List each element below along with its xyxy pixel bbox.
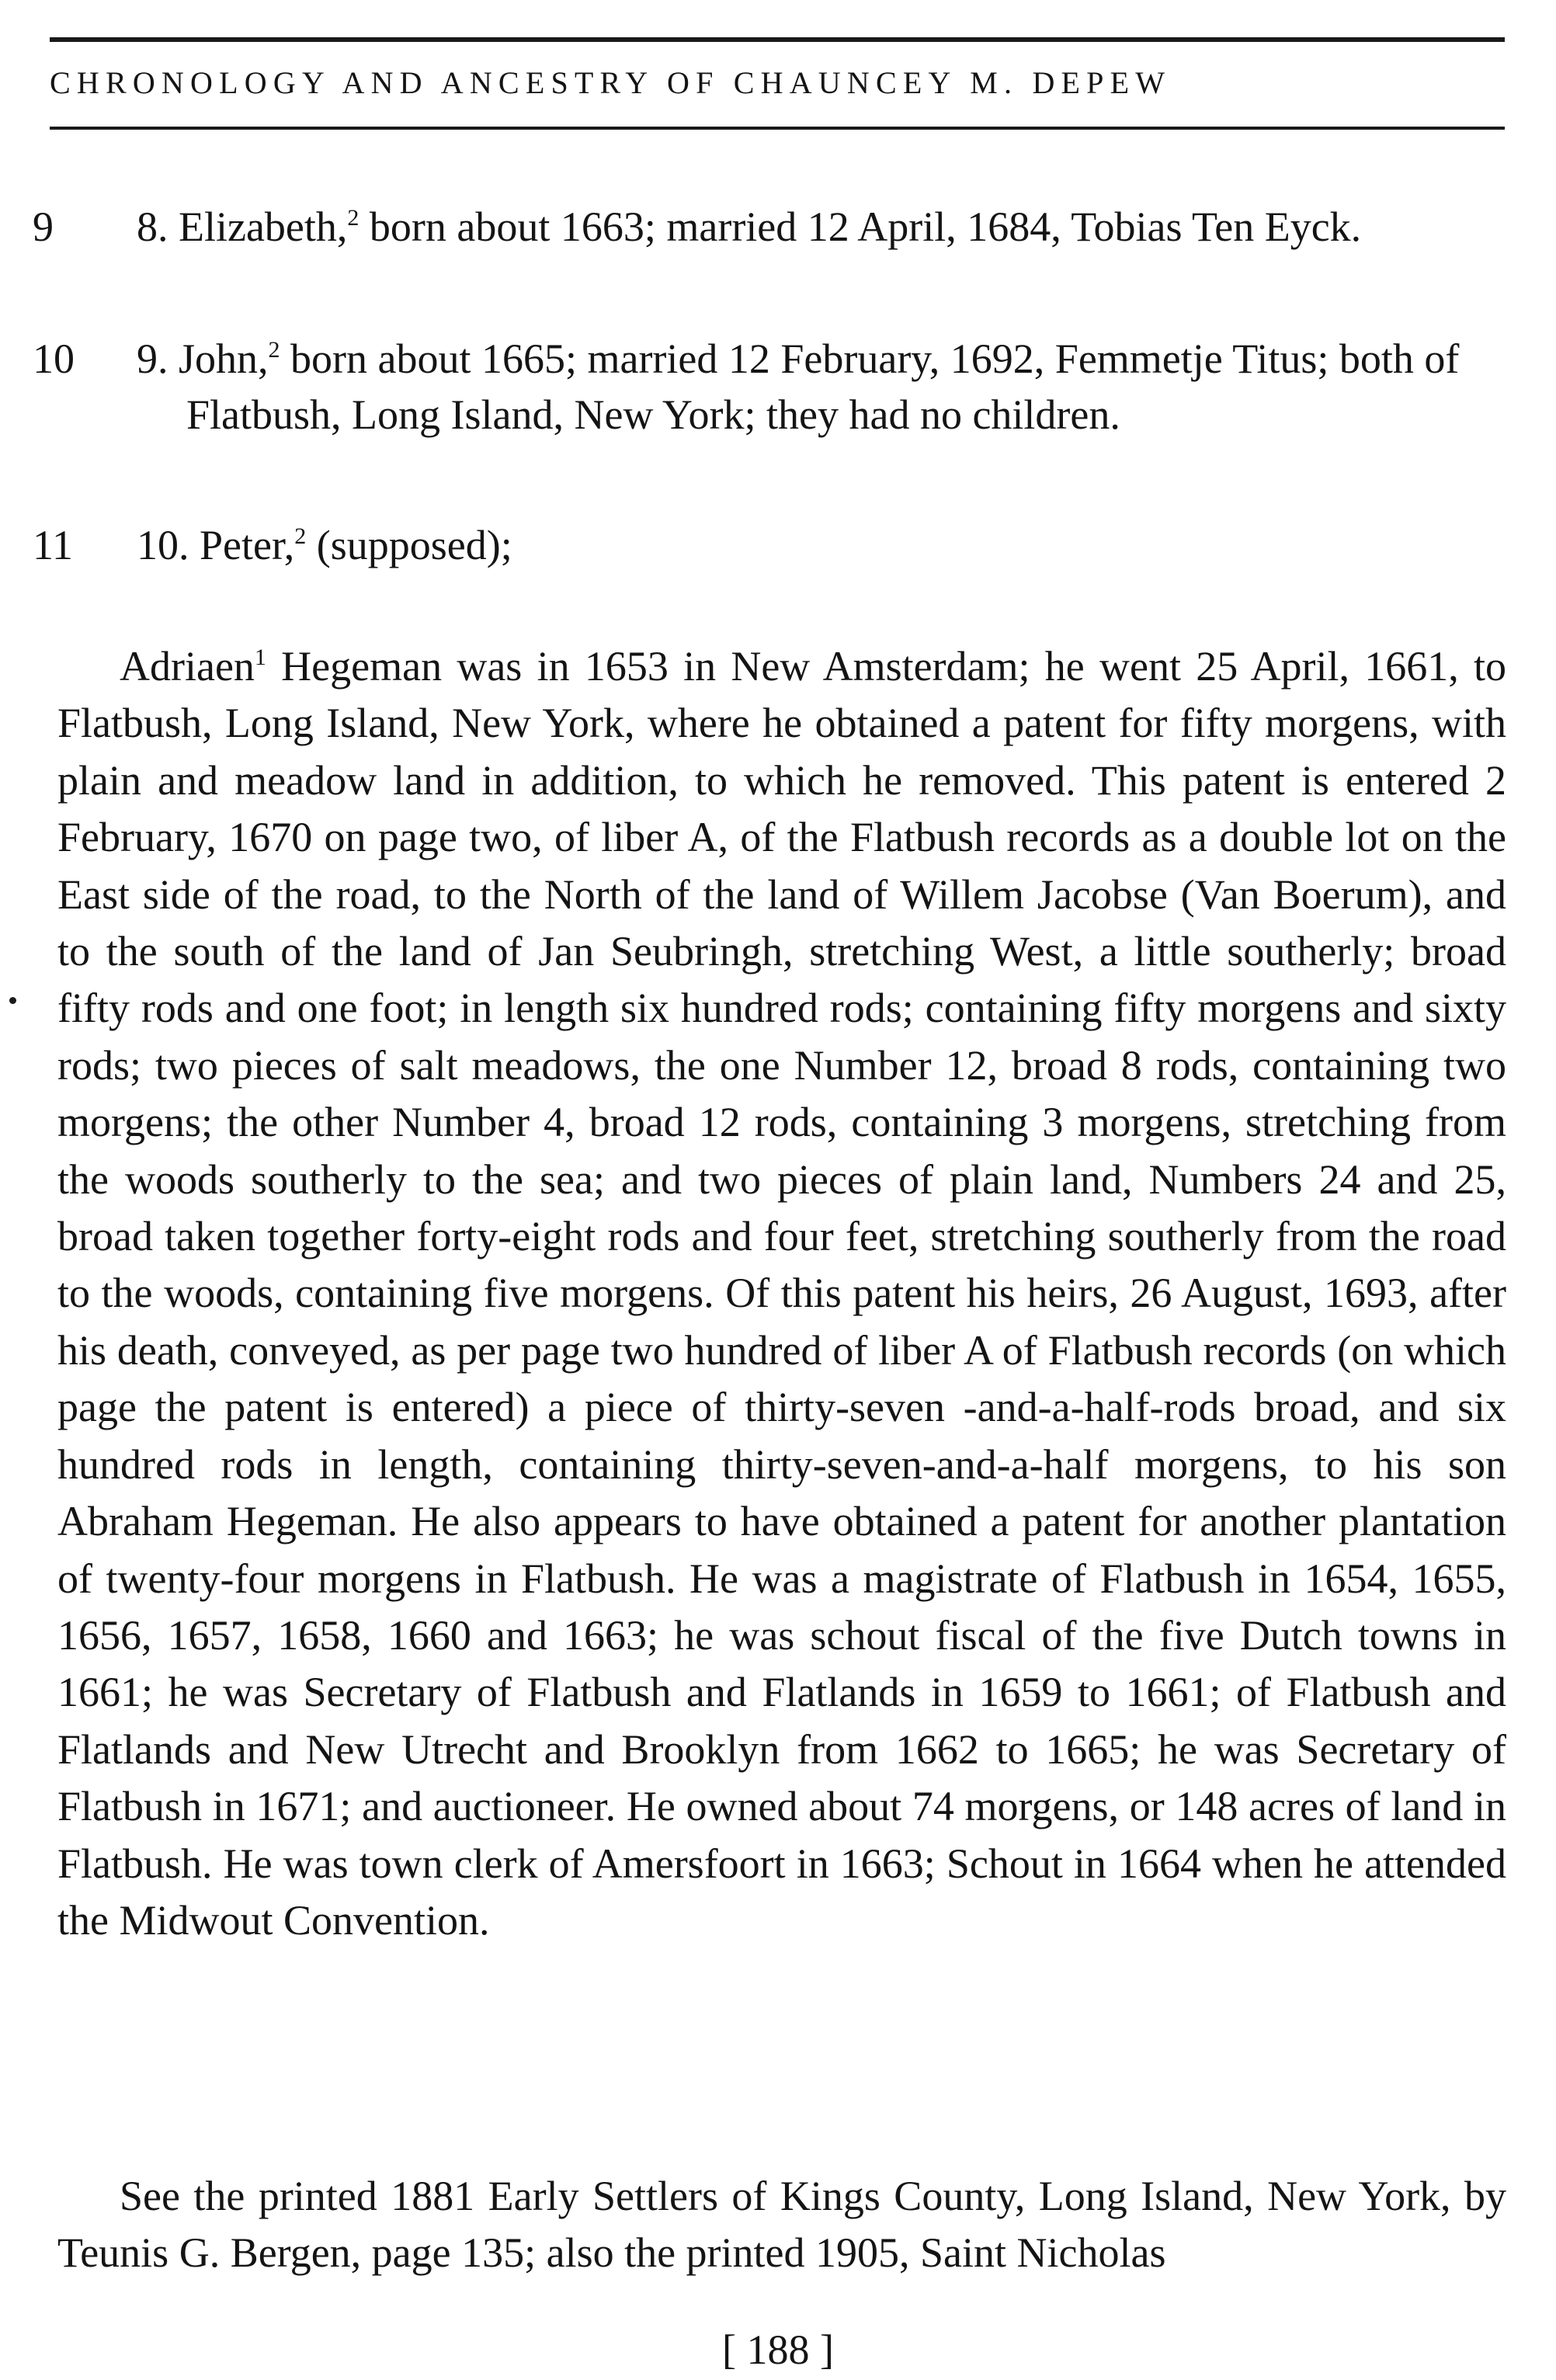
child-entry-text: [137, 517, 1556, 573]
child-entry-text: [137, 331, 1556, 443]
child-entry-text: [137, 199, 1556, 255]
child-name: Elizabeth,: [179, 203, 348, 250]
child-details: (supposed);: [306, 522, 512, 568]
item-number: 10.: [137, 522, 189, 568]
child-details: born about 1665; married 12 February, 1692, Femmetje Titus; both of Flatbush, Long Island, New York; they had no children.: [186, 335, 1460, 438]
biography-text: Hegeman was in 1653 in New Amsterdam; he went 25 April, 1661, to Flatbush, Long Island, New York, where he obtained a patent for fifty morgens, with plain and meadow land in addition, to which he removed. This patent is entered 2 February, 1670 on page two, of liber A, of the Flatbush records as a double lot on the East side of the road, to the North of the land of Willem Jacobse (Van Boerum), and to the south of the land of Jan Seubringh, stretching West, a little southerly; broad fifty rods and one foot; in length six hundred rods; containing fifty morgens and sixty rods; two pieces of salt meadows, the one Number 12, broad 8 rods, containing two morgens; the other Number 4, broad 12 rods, containing 3 morgens, stretching from the woods southerly to the sea; and two pieces of plain land, Numbers 24 and 25, broad taken together forty-eight rods and four feet, stretching southerly from the road to the woods, containing five morgens. Of this patent his heirs, 26 August, 1693, after his death, conveyed, as per page two hundred of liber A of Flatbush records (on which page the patent is entered) a piece of thirty-seven -and-a-half-rods broad, and six hundred rods in length, containing thirty-seven-and-a-half morgens, to his son Abraham Hegeman. He also appears to have obtained a patent for another plantation of twenty-four morgens in Flatbush. He was a magistrate of Flatbush in 1654, 1655, 1656, 1657, 1658, 1660 and 1663; he was schout fiscal of the five Dutch towns in 1661; he was Secretary of Flatbush and Flatlands in 1659 to 1661; of Flatbush and Flatlands and New Utrecht and Brooklyn from 1662 to 1665; he was Secretary of Flatbush in 1671; and auctioneer. He owned about 74 morgens, or 148 acres of land in Flatbush. He was town clerk of Amersfoort in 1663; Schout in 1664 when he attended the Midwout Convention.: [57, 643, 1506, 1944]
generation-superscript: 2: [294, 523, 307, 549]
item-number: 8.: [137, 203, 168, 250]
margin-mark: [9, 997, 16, 1004]
header-rule-top: [50, 37, 1505, 42]
header-rule-bottom: [50, 127, 1505, 130]
page-number: [ 188 ]: [722, 2326, 834, 2373]
item-number: 9.: [137, 335, 168, 382]
biography-paragraph: [57, 638, 1506, 1949]
reference-paragraph: See the printed 1881 Early Settlers of Kings County, Long Island, New York, by Teunis G. Bergen, page 135; also the printed 1905, Saint Nicholas: [57, 2173, 1506, 2277]
generation-superscript: 1: [254, 645, 266, 670]
left-margin-number: 10: [33, 335, 75, 382]
generation-superscript: 2: [268, 337, 280, 363]
child-name: John,: [179, 335, 269, 382]
child-details: born about 1663; married 12 April, 1684, Tobias Ten Eyck.: [359, 203, 1362, 250]
left-margin-number: 11: [33, 522, 73, 568]
generation-superscript: 2: [347, 205, 359, 231]
left-margin-number: 9: [33, 203, 54, 250]
child-name: Peter,: [200, 522, 295, 568]
subject-name: Adriaen: [120, 643, 255, 690]
running-head: CHRONOLOGY AND ANCESTRY OF CHAUNCEY M. DEPEW: [50, 65, 1172, 100]
